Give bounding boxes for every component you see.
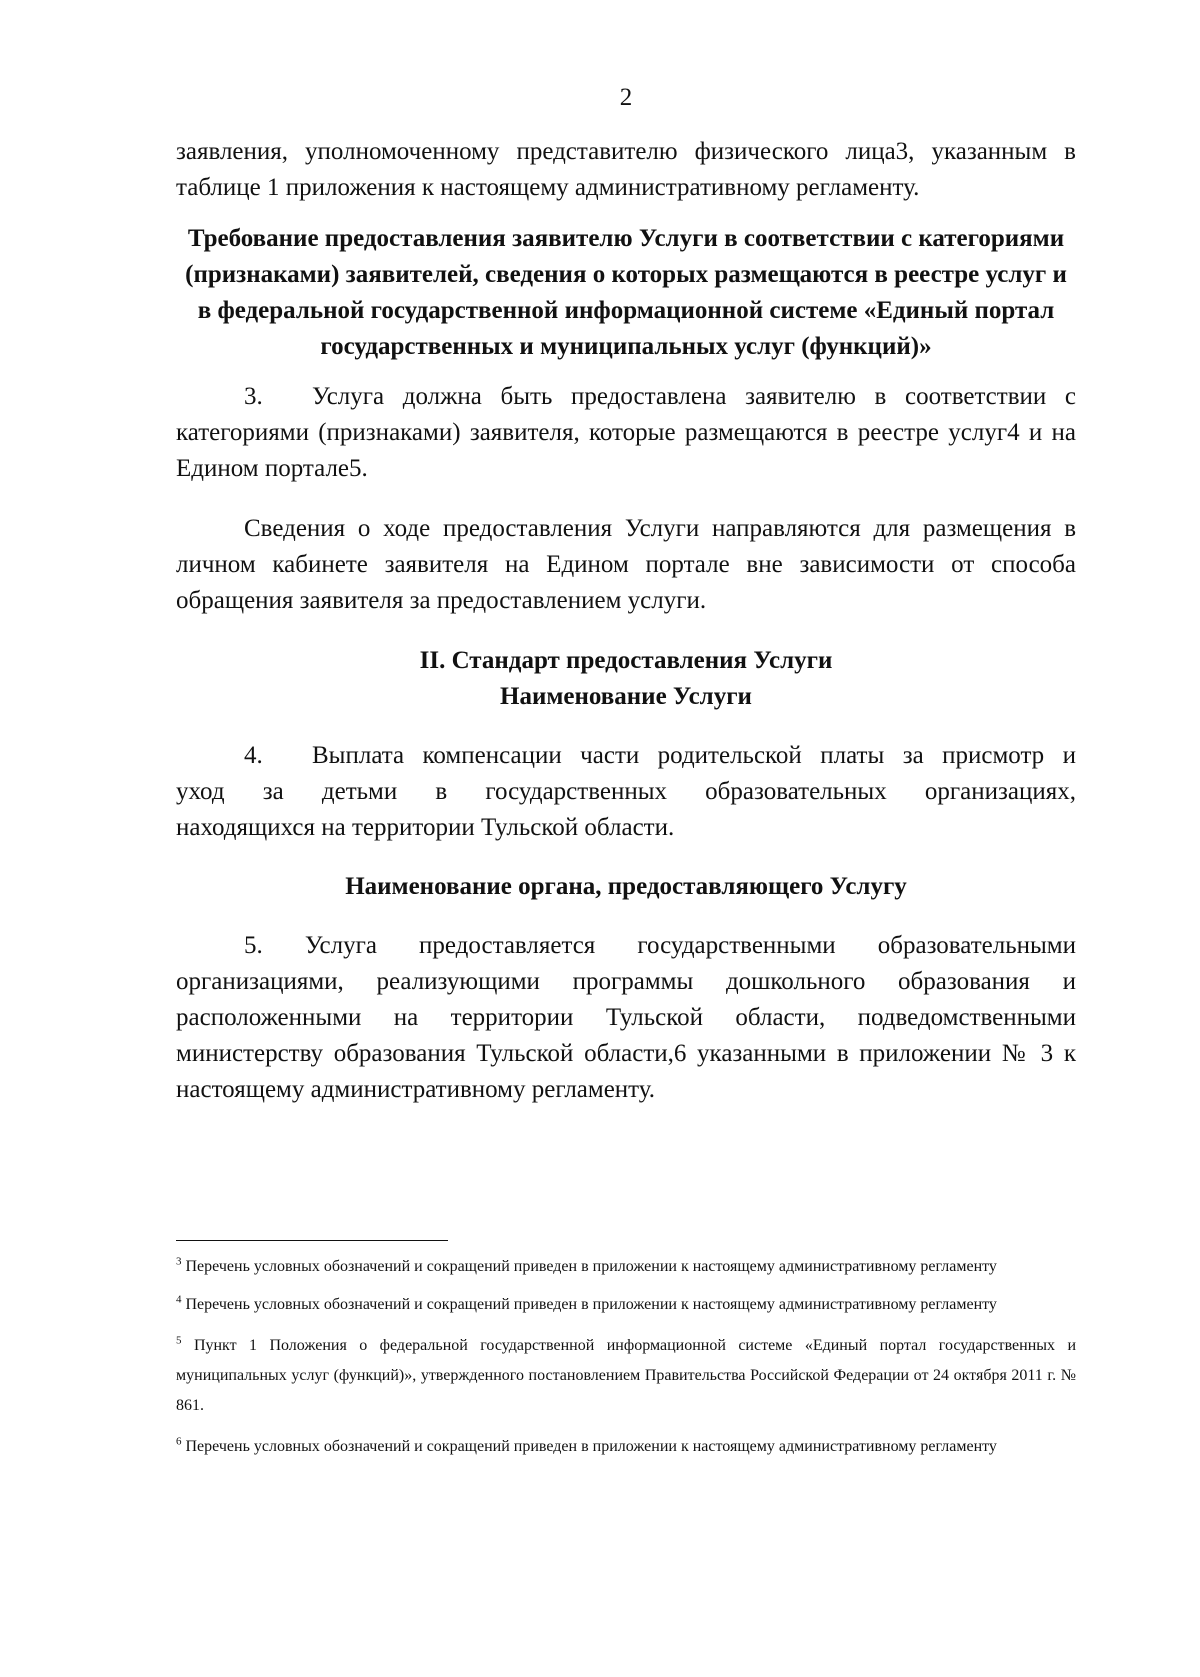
- footnote-mark: 3: [176, 1255, 182, 1268]
- footnote-mark: 5: [176, 1334, 182, 1347]
- subheading-authority: Наименование органа, предоставляющего Услугу: [345, 873, 907, 900]
- paragraph-3b: Сведения о ходе предоставления Услуги направляются для размещения в личном кабинете заявителя на Едином портале вне зависимости от способа обращения заявителя за предоставлением услуги.: [176, 515, 1076, 614]
- footnote-4: [176, 1293, 1076, 1317]
- subheading-service-name: Наименование Услуги: [500, 683, 752, 710]
- document-body: [176, 134, 1076, 1108]
- page-number: 2: [619, 84, 633, 111]
- paragraph-3-text: Услуга должна быть предоставлена заявителю в соответствии с категориями (признаками) заявителя, которые размещаются в реестре услуг4 и на Едином портале5.: [176, 383, 1076, 482]
- section-heading-requirement: Требование предоставления заявителю Услуги в соответствии с категориями (признаками) заявителей, сведения о которых размещаются в реестре услуг и в федеральной государственной информационной системе «Единый портал государственных и муниципальных услуг (функций)»: [185, 225, 1067, 360]
- section-heading-standard: II. Стандарт предоставления Услуги: [419, 647, 833, 674]
- footnote-separator: [176, 1240, 448, 1241]
- footnotes: [176, 1240, 1076, 1473]
- paragraph-4-line1: [176, 738, 1076, 774]
- footnote-mark: 4: [176, 1293, 182, 1306]
- footnote-6: [176, 1435, 1076, 1459]
- footnote-5: [176, 1331, 1076, 1421]
- paragraph-4-line3: находящихся на территории Тульской области.: [176, 814, 675, 841]
- paragraph-4-line2: уход за детьми в государственных образовательных организациях,: [176, 778, 1076, 805]
- paragraph-4-text-1: Выплата компенсации части родительской платы за присмотр и: [312, 742, 1076, 769]
- footnote-mark: 6: [176, 1435, 182, 1448]
- footnote-text: Перечень условных обозначений и сокращений приведен в приложении к настоящему административному регламенту: [185, 1296, 997, 1313]
- paragraph-3-number: 3.: [244, 383, 263, 410]
- paragraph-3: [176, 379, 1076, 487]
- footnote-3: [176, 1255, 1076, 1279]
- intro-paragraph: заявления, уполномоченному представителю физического лица3, указанным в таблице 1 приложения к настоящему административному регламенту.: [176, 138, 1076, 201]
- footnote-text: Перечень условных обозначений и сокращений приведен в приложении к настоящему административному регламенту: [185, 1258, 997, 1275]
- footnote-text: Перечень условных обозначений и сокращений приведен в приложении к настоящему административному регламенту: [185, 1438, 997, 1455]
- paragraph-4-number: 4.: [244, 742, 263, 769]
- paragraph-5: 5. Услуга предоставляется государственными образовательными организациями, реализующими программы дошкольного образования и расположенными на территории Тульской области, подведомственными министерству образования Тульской области,6 указанными в приложении № 3 к настоящему административному регламенту.: [176, 932, 1076, 1103]
- paragraph-4: [176, 738, 1076, 846]
- footnote-text: Пункт 1 Положения о федеральной государственной информационной системе «Единый портал государственных и муниципальных услуг (функций)», утвержденного постановлением Правительства Российской Федерации от 24 октября 2011 г. № 861.: [176, 1337, 1077, 1414]
